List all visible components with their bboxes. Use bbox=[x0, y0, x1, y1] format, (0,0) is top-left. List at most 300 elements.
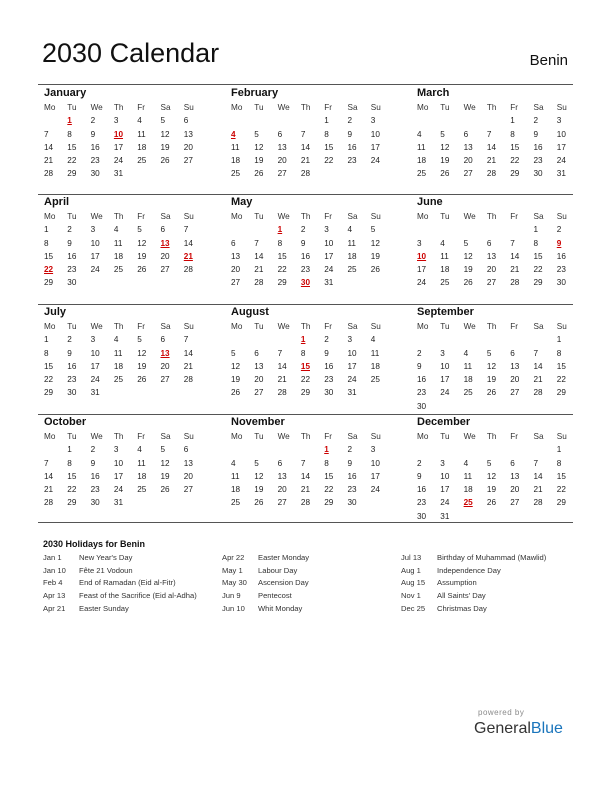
day-cell: 12 bbox=[486, 361, 496, 371]
day-cell: 29 bbox=[556, 498, 566, 508]
day-cell: 2 bbox=[533, 116, 539, 126]
day-cell: 11 bbox=[113, 348, 123, 358]
day-cell: 2 bbox=[417, 348, 422, 358]
month-days bbox=[413, 430, 573, 523]
generalblue-logo[interactable] bbox=[474, 720, 563, 738]
day-cell: 5 bbox=[160, 445, 166, 455]
day-cell: 13 bbox=[183, 458, 193, 468]
day-cell: 5 bbox=[137, 225, 142, 235]
empty-cell bbox=[254, 443, 277, 456]
day-cell: 20 bbox=[463, 156, 473, 166]
day-cell: 27 bbox=[510, 498, 520, 508]
empty-cell bbox=[44, 443, 67, 456]
weekday-label: Sa bbox=[533, 322, 544, 331]
holiday-day: 10 bbox=[417, 251, 427, 261]
month-name: November bbox=[231, 416, 285, 428]
holiday-day: 1 bbox=[300, 335, 306, 345]
brand-blue: Blue bbox=[530, 720, 563, 737]
weekday-label: Mo bbox=[44, 322, 56, 331]
day-cell: 9 bbox=[90, 458, 96, 468]
day-cell: 21 bbox=[44, 156, 54, 166]
day-cell: 20 bbox=[160, 251, 170, 261]
holiday-entry bbox=[401, 590, 581, 603]
day-cell: 8 bbox=[67, 458, 72, 468]
weekday-label: Mo bbox=[231, 212, 243, 221]
empty-cell bbox=[301, 114, 324, 127]
day-cell: 4 bbox=[113, 225, 119, 235]
row-divider bbox=[38, 84, 573, 85]
holiday-entry bbox=[43, 603, 223, 616]
day-cell: 22 bbox=[324, 485, 334, 495]
day-cell: 18 bbox=[137, 471, 147, 481]
empty-cell bbox=[278, 333, 301, 346]
weekday-label: Sa bbox=[533, 212, 544, 221]
day-cell: 20 bbox=[183, 471, 193, 481]
day-cell: 5 bbox=[486, 348, 492, 358]
holiday-entry bbox=[222, 590, 402, 603]
day-cell: 2 bbox=[67, 225, 72, 235]
day-cell: 3 bbox=[90, 335, 96, 345]
month-name: May bbox=[231, 196, 253, 208]
holiday-day: 4 bbox=[231, 129, 236, 139]
day-cell: 2 bbox=[556, 225, 562, 235]
day-cell: 26 bbox=[440, 169, 450, 179]
weekday-label: Su bbox=[183, 432, 194, 441]
weekday-label: Sa bbox=[347, 322, 358, 331]
day-cell: 7 bbox=[533, 458, 539, 468]
day-cell: 4 bbox=[137, 445, 142, 455]
day-cell: 5 bbox=[370, 225, 376, 235]
holiday-date: Apr 21 bbox=[43, 603, 66, 613]
day-cell: 27 bbox=[277, 169, 287, 179]
weekday-label: Th bbox=[113, 322, 124, 331]
day-cell: 4 bbox=[417, 129, 422, 139]
month-days bbox=[227, 430, 387, 510]
day-cell: 13 bbox=[463, 142, 473, 152]
day-cell: 28 bbox=[44, 169, 54, 179]
weekday-label: We bbox=[277, 103, 290, 112]
row-divider bbox=[38, 304, 573, 305]
day-cell: 23 bbox=[347, 156, 357, 166]
day-cell: 2 bbox=[90, 445, 96, 455]
day-cell: 10 bbox=[324, 238, 334, 248]
day-cell: 12 bbox=[137, 238, 147, 248]
day-cell: 26 bbox=[160, 156, 170, 166]
day-cell: 10 bbox=[370, 129, 380, 139]
empty-cell bbox=[231, 114, 254, 127]
day-cell: 21 bbox=[300, 485, 310, 495]
day-cell: 23 bbox=[347, 485, 357, 495]
holiday-name: All Saints' Day bbox=[437, 591, 486, 601]
day-cell: 11 bbox=[370, 348, 380, 358]
day-cell: 24 bbox=[370, 156, 380, 166]
holiday-entry bbox=[222, 565, 402, 578]
weekday-label: Tu bbox=[254, 432, 264, 441]
day-cell: 30 bbox=[417, 401, 427, 411]
weekday-label: Mo bbox=[231, 322, 243, 331]
day-cell: 18 bbox=[370, 361, 380, 371]
day-cell: 22 bbox=[300, 375, 310, 385]
day-cell: 17 bbox=[370, 471, 380, 481]
day-cell: 15 bbox=[324, 471, 334, 481]
day-cell: 26 bbox=[370, 265, 380, 275]
day-cell: 1 bbox=[533, 225, 539, 235]
day-cell: 8 bbox=[556, 348, 562, 358]
weekday-label: Th bbox=[300, 432, 311, 441]
day-cell: 3 bbox=[324, 225, 329, 235]
weekday-label: Fr bbox=[137, 103, 145, 112]
day-cell: 28 bbox=[183, 375, 193, 385]
day-cell: 9 bbox=[533, 129, 539, 139]
day-cell: 17 bbox=[556, 142, 566, 152]
empty-cell bbox=[278, 114, 301, 127]
weekday-label: Fr bbox=[324, 103, 332, 112]
day-cell: 8 bbox=[324, 458, 329, 468]
day-cell: 30 bbox=[324, 388, 334, 398]
month-days bbox=[227, 320, 387, 400]
empty-cell bbox=[464, 223, 487, 236]
day-cell: 28 bbox=[300, 169, 310, 179]
day-cell: 14 bbox=[44, 471, 54, 481]
day-cell: 17 bbox=[90, 251, 100, 261]
holiday-name: Pentecost bbox=[258, 591, 292, 601]
day-cell: 18 bbox=[347, 251, 357, 261]
day-cell: 19 bbox=[160, 142, 170, 152]
day-cell: 7 bbox=[510, 238, 515, 248]
day-cell: 28 bbox=[300, 498, 310, 508]
day-cell: 31 bbox=[440, 511, 450, 521]
day-cell: 2 bbox=[347, 116, 353, 126]
day-cell: 21 bbox=[44, 485, 54, 495]
weekday-label: Fr bbox=[137, 432, 145, 441]
day-cell: 18 bbox=[463, 485, 473, 495]
day-cell: 6 bbox=[277, 129, 283, 139]
row-divider bbox=[38, 414, 573, 415]
weekday-label: We bbox=[463, 432, 476, 441]
weekday-label: Tu bbox=[254, 322, 264, 331]
day-cell: 8 bbox=[44, 238, 49, 248]
day-cell: 23 bbox=[417, 388, 427, 398]
day-cell: 11 bbox=[417, 142, 426, 152]
day-cell: 27 bbox=[463, 169, 473, 179]
day-cell: 9 bbox=[417, 471, 422, 481]
day-cell: 21 bbox=[510, 265, 520, 275]
day-cell: 22 bbox=[324, 156, 334, 166]
day-cell: 23 bbox=[533, 156, 543, 166]
day-cell: 9 bbox=[90, 129, 96, 139]
day-cell: 19 bbox=[486, 485, 496, 495]
day-cell: 7 bbox=[44, 129, 49, 139]
day-cell: 13 bbox=[277, 142, 287, 152]
holiday-date: Jun 9 bbox=[222, 591, 241, 601]
day-cell: 22 bbox=[510, 156, 520, 166]
day-cell: 25 bbox=[347, 265, 357, 275]
day-cell: 8 bbox=[300, 348, 306, 358]
empty-cell bbox=[440, 333, 463, 346]
weekday-label: We bbox=[90, 212, 103, 221]
day-cell: 8 bbox=[510, 129, 515, 139]
day-cell: 11 bbox=[231, 471, 240, 481]
day-cell: 5 bbox=[137, 335, 142, 345]
day-cell: 12 bbox=[160, 129, 170, 139]
day-cell: 25 bbox=[137, 485, 147, 495]
holiday-entry bbox=[43, 552, 223, 565]
day-cell: 1 bbox=[510, 116, 515, 126]
holiday-name: Ascension Day bbox=[258, 578, 309, 588]
holiday-entry bbox=[43, 590, 223, 603]
day-cell: 27 bbox=[486, 278, 496, 288]
weekday-label: Fr bbox=[137, 212, 145, 221]
day-cell: 29 bbox=[44, 388, 54, 398]
day-cell: 10 bbox=[370, 458, 380, 468]
month-days bbox=[40, 320, 200, 400]
weekday-label: Tu bbox=[440, 212, 450, 221]
day-cell: 3 bbox=[370, 116, 376, 126]
day-cell: 28 bbox=[510, 278, 520, 288]
holiday-date: Nov 1 bbox=[401, 591, 421, 601]
day-cell: 26 bbox=[254, 169, 264, 179]
weekday-label: Tu bbox=[254, 103, 264, 112]
month-name: February bbox=[231, 87, 279, 99]
holiday-day: 22 bbox=[44, 265, 54, 275]
month-days bbox=[40, 210, 200, 290]
day-cell: 28 bbox=[183, 265, 193, 275]
month-name: September bbox=[417, 306, 474, 318]
holiday-day: 1 bbox=[324, 445, 329, 455]
day-cell: 8 bbox=[44, 348, 49, 358]
month-june bbox=[413, 196, 573, 290]
empty-cell bbox=[254, 114, 277, 127]
day-cell: 12 bbox=[463, 251, 473, 261]
empty-cell bbox=[510, 443, 533, 456]
empty-cell bbox=[254, 223, 277, 236]
day-cell: 27 bbox=[231, 278, 241, 288]
month-january bbox=[40, 87, 200, 181]
day-cell: 16 bbox=[347, 471, 357, 481]
day-cell: 26 bbox=[254, 498, 264, 508]
holiday-entry bbox=[222, 577, 402, 590]
day-cell: 19 bbox=[137, 361, 147, 371]
day-cell: 13 bbox=[231, 251, 241, 261]
day-cell: 22 bbox=[44, 375, 54, 385]
holiday-name: Assumption bbox=[437, 578, 477, 588]
day-cell: 18 bbox=[231, 156, 241, 166]
day-cell: 13 bbox=[510, 471, 520, 481]
holiday-date: Jan 1 bbox=[43, 553, 62, 562]
day-cell: 17 bbox=[324, 251, 334, 261]
day-cell: 23 bbox=[67, 375, 77, 385]
month-december bbox=[413, 416, 573, 523]
weekday-label: Su bbox=[556, 212, 567, 221]
day-cell: 28 bbox=[533, 498, 543, 508]
day-cell: 19 bbox=[137, 251, 147, 261]
weekday-label: Su bbox=[556, 322, 567, 331]
day-cell: 14 bbox=[533, 471, 543, 481]
holiday-day: 13 bbox=[160, 238, 170, 248]
month-name: July bbox=[44, 306, 67, 318]
day-cell: 16 bbox=[300, 251, 310, 261]
day-cell: 20 bbox=[183, 142, 193, 152]
day-cell: 7 bbox=[254, 238, 259, 248]
day-cell: 11 bbox=[347, 238, 356, 248]
holiday-name: Whit Monday bbox=[258, 603, 303, 613]
holiday-name: Birthday of Muhammad (Mawlid) bbox=[437, 553, 547, 562]
day-cell: 15 bbox=[44, 361, 54, 371]
holiday-date: Jul 13 bbox=[401, 553, 422, 562]
holiday-day: 1 bbox=[67, 116, 72, 126]
day-cell: 16 bbox=[67, 361, 77, 371]
day-cell: 3 bbox=[440, 458, 445, 468]
day-cell: 18 bbox=[137, 142, 147, 152]
month-august bbox=[227, 306, 387, 400]
day-cell: 18 bbox=[113, 251, 123, 261]
day-cell: 25 bbox=[440, 278, 450, 288]
day-cell: 24 bbox=[440, 388, 450, 398]
day-cell: 31 bbox=[347, 388, 357, 398]
weekday-label: Sa bbox=[347, 212, 358, 221]
month-name: June bbox=[417, 196, 443, 208]
day-cell: 8 bbox=[67, 129, 72, 139]
day-cell: 17 bbox=[440, 375, 450, 385]
day-cell: 6 bbox=[463, 129, 469, 139]
month-name: August bbox=[231, 306, 269, 318]
empty-cell bbox=[510, 223, 533, 236]
holiday-entry bbox=[401, 565, 581, 578]
weekday-label: Tu bbox=[67, 432, 77, 441]
empty-cell bbox=[464, 443, 487, 456]
day-cell: 19 bbox=[254, 156, 264, 166]
weekday-label: Fr bbox=[510, 432, 518, 441]
month-days bbox=[227, 101, 387, 181]
day-cell: 2 bbox=[67, 335, 72, 345]
day-cell: 24 bbox=[90, 265, 100, 275]
day-cell: 30 bbox=[533, 169, 543, 179]
day-cell: 7 bbox=[183, 335, 189, 345]
day-cell: 3 bbox=[90, 225, 96, 235]
day-cell: 14 bbox=[277, 361, 287, 371]
day-cell: 6 bbox=[510, 348, 515, 358]
empty-cell bbox=[440, 443, 463, 456]
day-cell: 25 bbox=[370, 375, 380, 385]
day-cell: 15 bbox=[67, 142, 77, 152]
day-cell: 21 bbox=[183, 361, 193, 371]
weekday-label: Sa bbox=[160, 212, 171, 221]
day-cell: 29 bbox=[44, 278, 54, 288]
day-cell: 31 bbox=[113, 169, 123, 179]
day-cell: 10 bbox=[440, 471, 450, 481]
day-cell: 17 bbox=[417, 265, 427, 275]
day-cell: 12 bbox=[160, 458, 170, 468]
month-days bbox=[40, 430, 200, 510]
day-cell: 15 bbox=[44, 251, 54, 261]
day-cell: 19 bbox=[440, 156, 450, 166]
weekday-label: Fr bbox=[510, 212, 518, 221]
day-cell: 19 bbox=[370, 251, 380, 261]
day-cell: 13 bbox=[277, 471, 287, 481]
day-cell: 30 bbox=[67, 388, 77, 398]
weekday-label: We bbox=[90, 103, 103, 112]
day-cell: 25 bbox=[137, 156, 147, 166]
holiday-column bbox=[222, 552, 402, 615]
day-cell: 14 bbox=[183, 348, 193, 358]
holiday-name: Easter Monday bbox=[258, 553, 310, 562]
powered-by-text: powered by bbox=[478, 708, 525, 717]
day-cell: 21 bbox=[486, 156, 496, 166]
day-cell: 14 bbox=[183, 238, 193, 248]
day-cell: 26 bbox=[463, 278, 473, 288]
day-cell: 28 bbox=[486, 169, 496, 179]
month-name: January bbox=[44, 87, 87, 99]
day-cell: 22 bbox=[67, 156, 77, 166]
day-cell: 8 bbox=[533, 238, 539, 248]
day-cell: 29 bbox=[533, 278, 543, 288]
day-cell: 24 bbox=[370, 485, 380, 495]
day-cell: 28 bbox=[254, 278, 264, 288]
day-cell: 18 bbox=[440, 265, 450, 275]
brand-general: General bbox=[474, 720, 531, 737]
day-cell: 30 bbox=[556, 278, 566, 288]
weekday-label: Sa bbox=[533, 103, 544, 112]
weekday-label: We bbox=[90, 322, 103, 331]
day-cell: 14 bbox=[300, 471, 310, 481]
weekday-label: Th bbox=[486, 103, 497, 112]
weekday-label: We bbox=[277, 212, 290, 221]
day-cell: 17 bbox=[370, 142, 380, 152]
empty-cell bbox=[231, 333, 254, 346]
weekday-label: We bbox=[463, 103, 476, 112]
holiday-day: 21 bbox=[183, 251, 193, 261]
day-cell: 16 bbox=[533, 142, 543, 152]
day-cell: 16 bbox=[324, 361, 334, 371]
day-cell: 8 bbox=[324, 129, 329, 139]
day-cell: 19 bbox=[231, 375, 241, 385]
empty-cell bbox=[487, 333, 510, 346]
day-cell: 28 bbox=[533, 388, 543, 398]
day-cell: 15 bbox=[67, 471, 77, 481]
empty-cell bbox=[440, 223, 463, 236]
day-cell: 10 bbox=[113, 458, 123, 468]
day-cell: 29 bbox=[510, 169, 520, 179]
empty-cell bbox=[301, 443, 324, 456]
holiday-entry bbox=[222, 603, 402, 616]
day-cell: 26 bbox=[160, 485, 170, 495]
holiday-name: New Year's Day bbox=[79, 553, 133, 562]
holiday-day: 15 bbox=[300, 361, 310, 371]
weekday-label: Tu bbox=[254, 212, 264, 221]
holiday-date: Jan 10 bbox=[43, 565, 66, 575]
day-cell: 18 bbox=[417, 156, 427, 166]
empty-cell bbox=[44, 114, 67, 127]
day-cell: 1 bbox=[44, 225, 49, 235]
day-cell: 15 bbox=[556, 361, 566, 371]
day-cell: 11 bbox=[463, 471, 473, 481]
day-cell: 31 bbox=[324, 278, 334, 288]
weekday-label: Mo bbox=[417, 432, 429, 441]
day-cell: 13 bbox=[183, 129, 193, 139]
day-cell: 18 bbox=[113, 361, 123, 371]
empty-cell bbox=[417, 443, 440, 456]
holiday-name: Feast of the Sacrifice (Eid al-Adha) bbox=[79, 591, 197, 601]
day-cell: 27 bbox=[277, 498, 287, 508]
day-cell: 21 bbox=[533, 375, 543, 385]
day-cell: 1 bbox=[44, 335, 49, 345]
weekday-label: Sa bbox=[160, 432, 171, 441]
holiday-date: Feb 4 bbox=[43, 578, 63, 588]
day-cell: 15 bbox=[556, 471, 566, 481]
weekday-label: Su bbox=[183, 212, 194, 221]
month-days bbox=[413, 210, 573, 290]
day-cell: 7 bbox=[300, 458, 306, 468]
